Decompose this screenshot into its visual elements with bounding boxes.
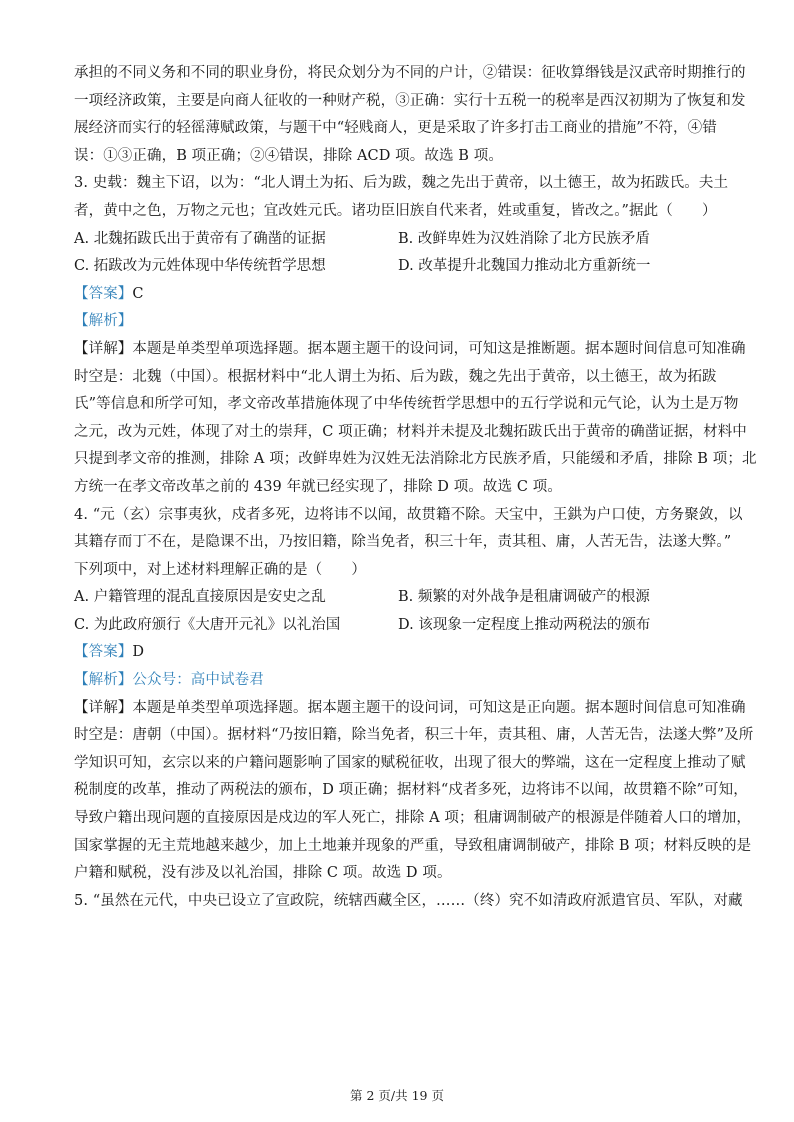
q5-stem-line: 5. “虽然在元代，中央已设立了宣政院，统辖西藏全区，……（终）究不如清政府派遣官员、军队，对藏	[74, 892, 743, 909]
q3-analysis	[74, 308, 726, 336]
q3-option-a: A. 北魏拓跋氏出于黄帝有了确凿的证据	[74, 230, 326, 247]
detail-text: 本题是单类型单项选择题。据本题主题干的设问词，可知这是正向题。据本题时间信息可知准确	[132, 699, 746, 716]
q4-analysis	[74, 667, 726, 695]
analysis-note: 公众号：高中试卷君	[132, 672, 264, 689]
q4-detail-line: 国家掌握的无主荒地越来越少，加上土地兼并现象的严重，导致租庸调制破产，排除 B 项；材料反映的是	[74, 837, 752, 854]
q4-option-d: D. 该现象一定程度上推动两税法的颁布	[398, 616, 651, 633]
q3-options-row	[74, 253, 726, 281]
q4-option-c: C. 为此政府颁行《大唐开元礼》以礼治国	[74, 616, 341, 633]
q4-detail-line: 学知识可知，玄宗以来的户籍问题影响了国家的赋税征收，出现了很大的弊端，这在一定程度上推动了赋	[74, 754, 746, 771]
q4-detail-line: 导致户籍出现问题的直接原因是戍边的军人死亡，排除 A 项；租庸调制破产的根源是伴随着人口的增加，	[74, 810, 751, 827]
q3-detail-line: 氏”等信息和所学可知，孝文帝改革措施体现了中华传统哲学思想中的五行学说和元气论，认为土是万物	[74, 396, 739, 413]
page-content	[74, 60, 757, 915]
q3-option-d: D. 改革提升北魏国力推动北方重新统一	[398, 258, 651, 275]
q4-detail-line	[74, 695, 746, 723]
answer-value: D	[132, 644, 145, 661]
q4-detail-line: 税制度的改革，推动了两税法的颁布，D 项正确；据材料“戍者多死，边将讳不以闻，故贯籍不除”可知，	[74, 782, 748, 799]
q4-stem-line: 下列项中，对上述材料理解正确的是（ ）	[74, 561, 366, 578]
q3-detail-line	[74, 336, 746, 364]
q4-answer	[74, 639, 726, 667]
q3-stem-line: 3. 史载：魏主下诏，以为：“北人谓土为拓、后为跋，魏之先出于黄帝，以土德王，故为拓跋氏。夫土	[74, 175, 729, 192]
q3-answer	[74, 281, 726, 309]
q4-option-b: B. 频繁的对外战争是租庸调破产的根源	[398, 589, 650, 606]
detail-text: 本题是单类型单项选择题。据本题主题干的设问词，可知这是推断题。据本题时间信息可知准确	[132, 340, 746, 357]
page-footer: 第 2 页/共 19 页	[350, 1088, 444, 1103]
analysis-tag: 【解析】	[74, 672, 133, 689]
q3-options-row	[74, 226, 726, 254]
q3-option-c: C. 拓跋改为元姓体现中华传统哲学思想	[74, 258, 326, 275]
q3-detail-line: 之元，改为元姓，体现了对土的崇拜，C 项正确；材料并未提及北魏拓跋氏出于黄帝的确凿证据，材料中	[74, 423, 747, 440]
intro-line: 误：①③正确，B 项正确；②④错误，排除 ACD 项。故选 B 项。	[74, 147, 503, 164]
q4-options-row	[74, 612, 726, 640]
intro-line: 承担的不同义务和不同的职业身份，将民众划分为不同的户计，②错误：征收算缗钱是汉武帝时期推行的	[74, 65, 746, 81]
q3-option-b: B. 改鲜卑姓为汉姓消除了北方民族矛盾	[398, 230, 650, 247]
q4-detail-line: 时空是：唐朝（中国）。据材料“乃按旧籍，除当免者，积三十年，责其租、庸，人苦无告，法遂大弊”及所	[74, 727, 754, 744]
intro-line: 一项经济政策，主要是向商人征收的一种财产税，③正确：实行十五税一的税率是西汉初期为了恢复和发	[74, 92, 746, 109]
q4-options-row	[74, 584, 726, 612]
analysis-tag: 【解析】	[74, 313, 133, 330]
q3-detail-line: 时空是：北魏（中国）。根据材料中“北人谓土为拓、后为跋，魏之先出于黄帝，以土德王，故为拓跋	[74, 368, 717, 385]
q4-detail-line: 户籍和赋税，没有涉及以礼治国，排除 C 项。故选 D 项。	[74, 865, 452, 882]
q3-detail-line: 方统一在孝文帝改革之前的 439 年就已经实现了，排除 D 项。故选 C 项。	[74, 478, 562, 495]
answer-value: C	[132, 285, 144, 302]
detail-tag: 【详解】	[74, 699, 133, 716]
answer-tag: 【答案】	[74, 285, 133, 302]
q3-stem-line: 者，黄中之色，万物之元也；宜改姓元氏。诸功臣旧族自代来者，姓或重复，皆改之。”据此（ ）	[74, 202, 717, 219]
detail-tag: 【详解】	[74, 340, 133, 357]
answer-tag: 【答案】	[74, 644, 133, 661]
q4-stem-line: 其籍存而丁不在，是隐课不出，乃按旧籍，除当免者，积三十年，责其租、庸，人苦无告，法遂大弊。”	[74, 534, 732, 551]
q4-stem-line: 4. “元（玄）宗事夷狄，戍者多死，边将讳不以闻，故贯籍不除。天宝中，王鉷为户口使，方务聚敛，以	[74, 506, 743, 523]
intro-line: 展经济而实行的轻徭薄赋政策，与题干中“轻贱商人，更是采取了许多打击工商业的措施”不符，④错	[74, 120, 717, 137]
q4-option-a: A. 户籍管理的混乱直接原因是安史之乱	[74, 589, 326, 606]
q3-detail-line: 只提到孝文帝的推测，排除 A 项；改鲜卑姓为汉姓无法消除北方民族矛盾，只能缓和矛盾，排除 B 项；北	[74, 451, 757, 468]
